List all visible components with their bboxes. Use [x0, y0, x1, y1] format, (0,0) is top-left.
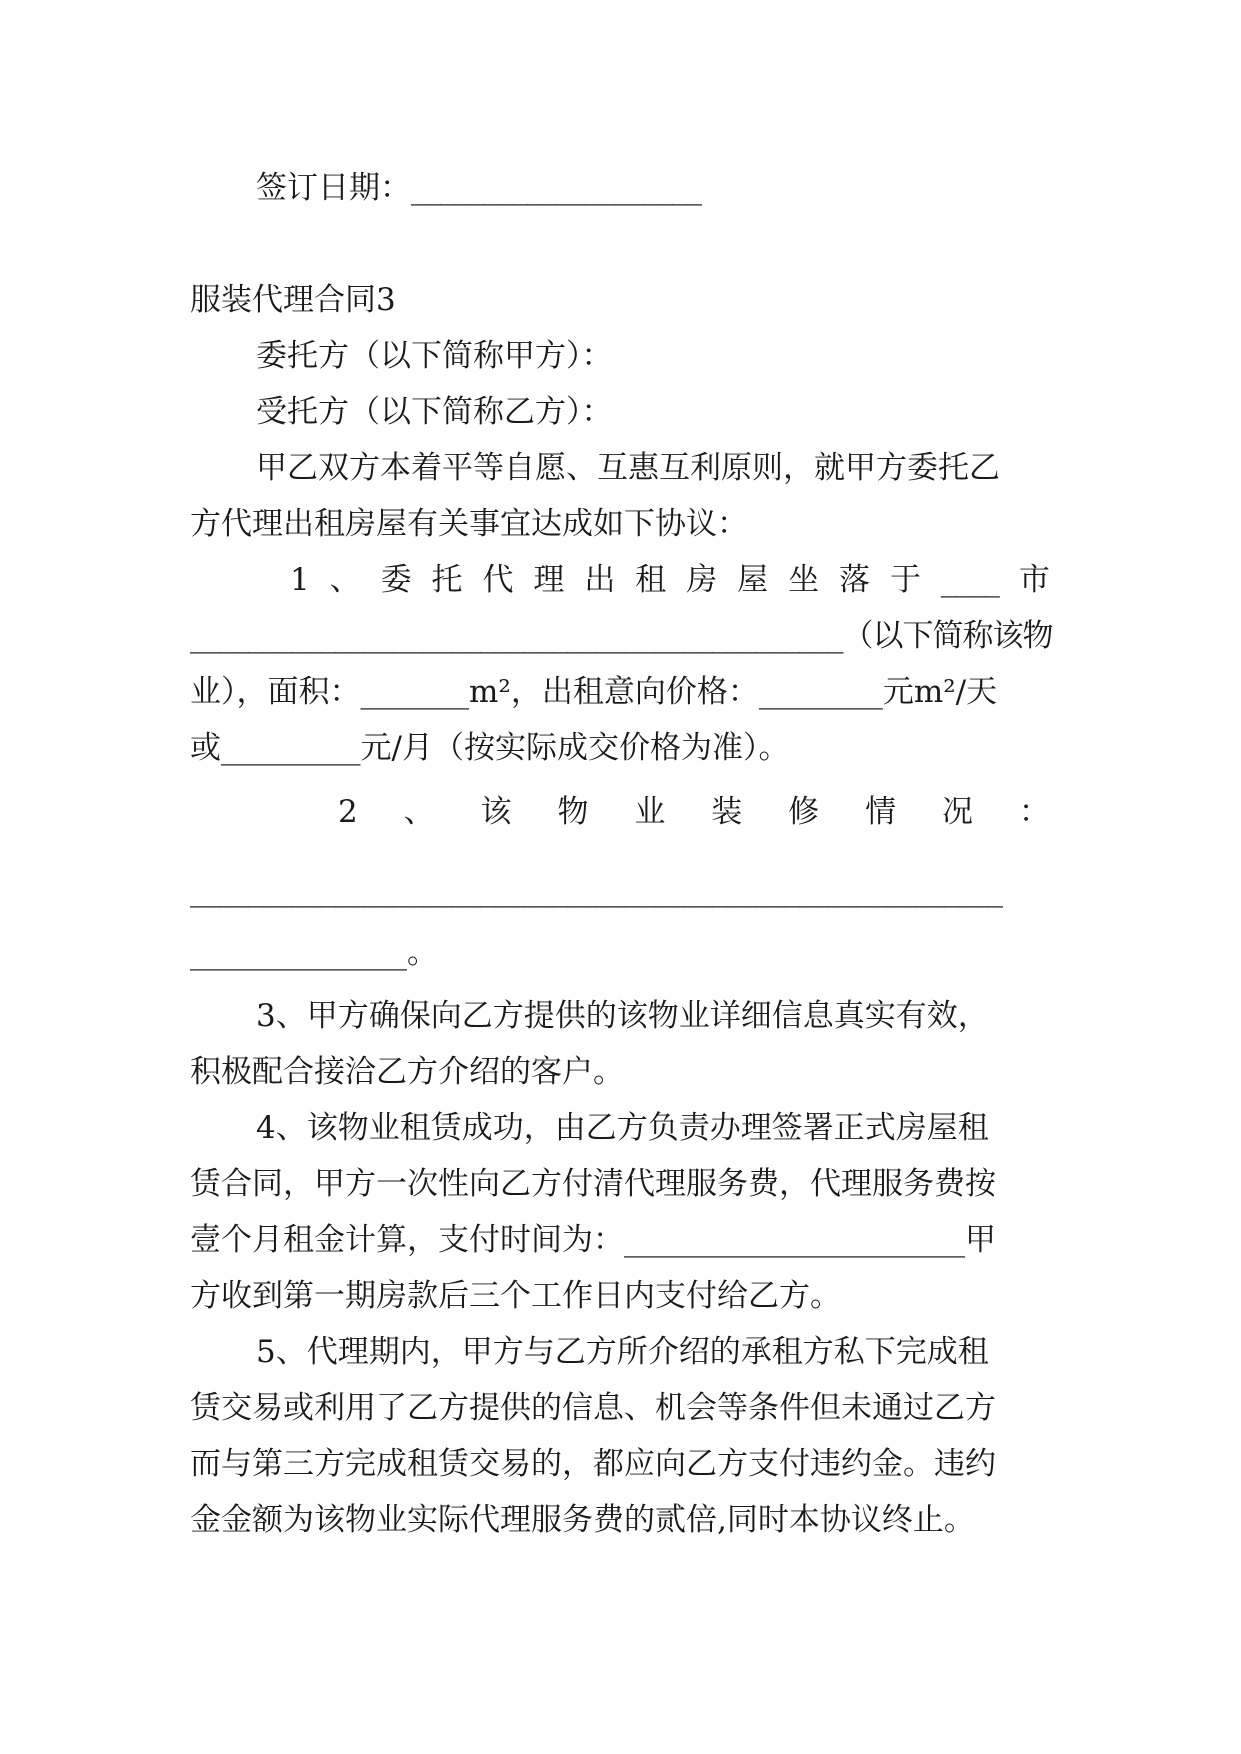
clause-1-char: 代	[482, 562, 514, 598]
clause-1-char: 委	[380, 562, 412, 598]
clause-1-char: 房	[686, 562, 718, 598]
clause-2-line-2: ________________________________________________________	[190, 872, 1002, 908]
clause-2-char: 该	[480, 794, 512, 830]
clause-2-line-3: ______________。	[190, 935, 438, 971]
clause-2-char: 2	[338, 794, 358, 830]
clause-2-char: 修	[788, 794, 820, 830]
contract-title: 服装代理合同3	[190, 282, 396, 318]
clause-1-char: 1	[290, 562, 310, 598]
clause-2-char: 业	[634, 794, 666, 830]
party-a-line: 委托方（以下简称甲方）：	[256, 338, 613, 374]
clause-1-char: 市	[1018, 562, 1050, 598]
clause-5-line-2: 赁交易或利用了乙方提供的信息、机会等条件但未通过乙方	[190, 1390, 996, 1426]
clause-2-char: 、	[403, 794, 435, 830]
clause-1-char: 、	[329, 562, 361, 598]
clause-5-line-3: 而与第三方完成租赁交易的，都应向乙方支付违约金。违约	[190, 1446, 996, 1482]
clause-1-char: 托	[431, 562, 463, 598]
clause-1-blank: ____	[940, 562, 999, 598]
clause-5-line-4: 金金额为该物业实际代理服务费的贰倍,同时本协议终止。	[190, 1502, 975, 1538]
clause-3-line-2: 积极配合接洽乙方介绍的客户。	[190, 1054, 624, 1090]
clause-1-char: 屋	[737, 562, 769, 598]
party-b-line: 受托方（以下简称乙方）：	[256, 394, 613, 430]
clause-4-line-2: 赁合同，甲方一次性向乙方付清代理服务费，代理服务费按	[190, 1166, 996, 1202]
clause-2-char: 物	[557, 794, 589, 830]
clause-1-line-2: _____________________________________________（以下简称该物	[190, 618, 1053, 654]
clause-1-line-4: 或_________元/月（按实际成交价格为准）。	[190, 730, 790, 766]
sign-date-label: 签订日期：	[256, 170, 411, 206]
sign-date-line	[256, 159, 1050, 217]
clause-3-line-1: 3、甲方确保向乙方提供的该物业详细信息真实有效，	[256, 998, 989, 1034]
clause-2-char: 情	[865, 794, 897, 830]
clause-2-char: 况	[941, 794, 973, 830]
clause-1-char: 租	[635, 562, 667, 598]
clause-4-line-3: 壹个月租金计算，支付时间为：______________________甲	[190, 1222, 996, 1258]
clause-1-line-1	[190, 551, 1050, 609]
clause-1-char: 坐	[788, 562, 820, 598]
intro-line-1: 甲乙双方本着平等自愿、互惠互利原则，就甲方委托乙	[256, 450, 1000, 486]
clause-1-char: 理	[533, 562, 565, 598]
clause-1-char: 于	[889, 562, 921, 598]
clause-2-char: ：	[1018, 794, 1050, 830]
clause-2-char: 装	[711, 794, 743, 830]
clause-1-char: 落	[839, 562, 871, 598]
sign-date-blank: ____________________	[411, 170, 701, 206]
clause-1-line-3: 业），面积：_______m²，出租意向价格：________元m²/天	[190, 674, 998, 710]
clause-5-line-1: 5、代理期内，甲方与乙方所介绍的承租方私下完成租	[256, 1334, 989, 1370]
clause-1-char: 出	[584, 562, 616, 598]
clause-4-line-4: 方收到第一期房款后三个工作日内支付给乙方。	[190, 1278, 841, 1314]
clause-4-line-1: 4、该物业租赁成功，由乙方负责办理签署正式房屋租	[256, 1110, 989, 1146]
clause-2-line-1	[190, 783, 1050, 841]
intro-line-2: 方代理出租房屋有关事宜达成如下协议：	[190, 506, 748, 542]
